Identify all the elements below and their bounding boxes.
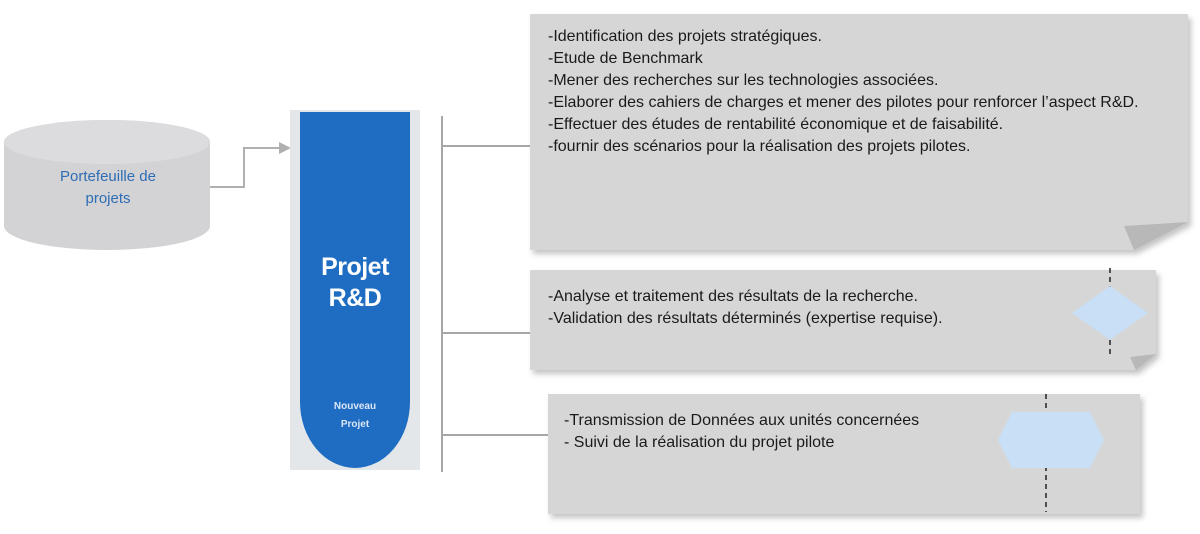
note-1-line: -Etude de Benchmark (548, 50, 703, 67)
project-subtitle: Nouveau Projet (333, 401, 377, 430)
note-1-text (548, 26, 1176, 158)
note-1-line: -Identification des projets stratégiques. (548, 28, 822, 45)
note-1-line: -Elaborer des cahiers de charges et mener des pilotes pour renforcer l’aspect R&D. (548, 94, 1139, 111)
note-2-line: -Validation des résultats déterminés (expertise requise). (548, 310, 943, 327)
note-1-line: -Effectuer des études de rentabilité économique et de faisabilité. (548, 116, 1004, 133)
note-3-line: - Suivi de la réalisation du projet pilote (564, 434, 835, 451)
note-2-text (548, 286, 943, 330)
note-2-line: -Analyse et traitement des résultats de la recherche. (548, 288, 918, 305)
note-1-line: -Mener des recherches sur les technologies associées. (548, 72, 939, 89)
note-3-text (564, 410, 919, 454)
note-1-line: -fournir des scénarios pour la réalisation des projets pilotes. (548, 138, 971, 155)
note-3-line: -Transmission de Données aux unités concernées (564, 412, 920, 429)
portfolio-arrow (210, 142, 291, 187)
portfolio-label: Portefeuille de projets (60, 168, 156, 207)
project-title: Projet R&D (321, 253, 389, 312)
